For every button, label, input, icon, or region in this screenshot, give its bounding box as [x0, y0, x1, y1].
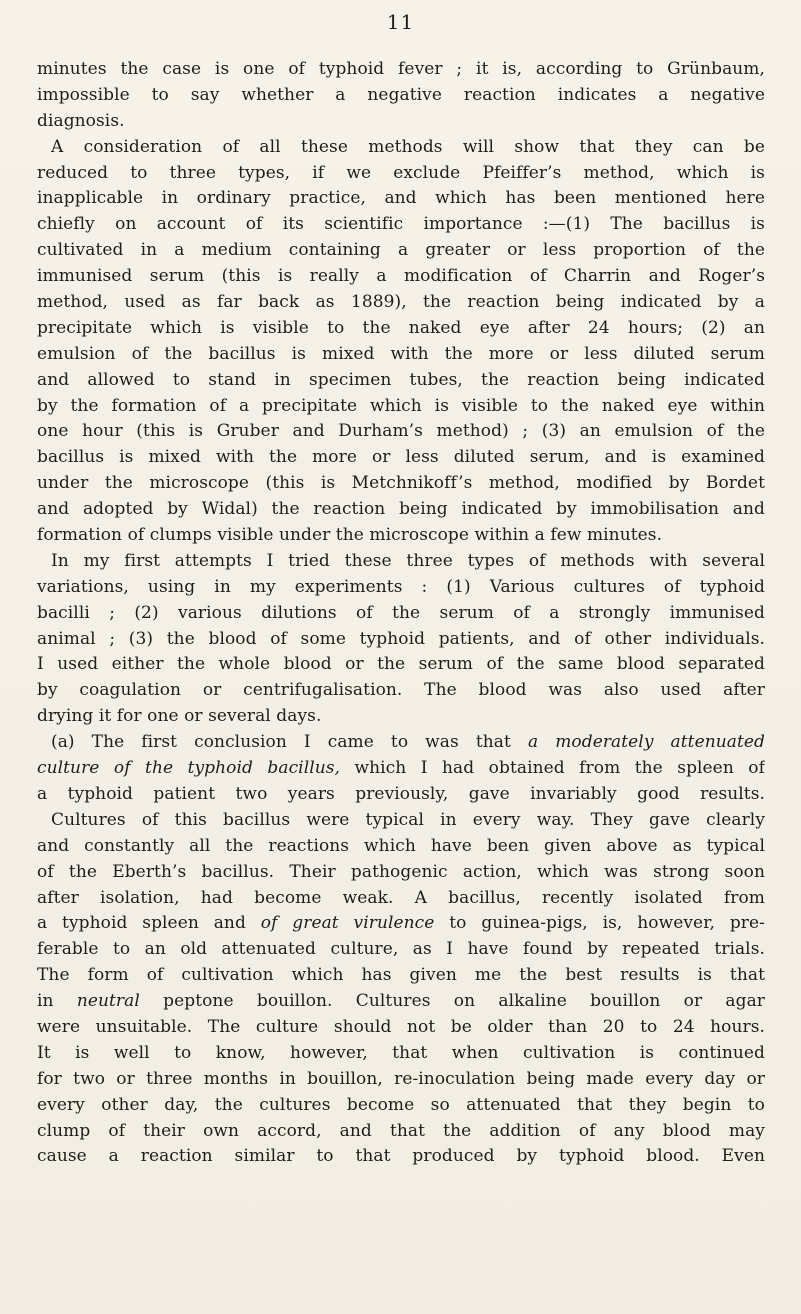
italic-text: of great virulence: [260, 913, 435, 934]
text-line: by coagulation or centrifugalisation. The blood was also used after: [37, 680, 765, 701]
text-line: every other day, the cultures become so attenuated that they begin to: [37, 1094, 765, 1115]
text-run: a typhoid spleen and: [37, 913, 261, 934]
text-line: impossible to say whether a negative reaction indicates a negative: [37, 84, 765, 105]
text-line: emulsion of the bacillus is mixed with the more or less diluted serum: [37, 343, 765, 364]
text-run: to guinea-pigs, is, however, pre-: [434, 913, 765, 934]
text-line: and constantly all the reactions which have been given above as typical: [37, 835, 765, 856]
text-line: drying it for one or several days.: [37, 706, 322, 727]
text-line: bacilli ; (2) various dilutions of the serum of a strongly immunised: [37, 602, 765, 623]
text-line: diagnosis.: [37, 110, 125, 131]
text-line: and adopted by Widal) the reaction being indicated by immobilisation and: [37, 499, 765, 520]
text-line: In my first attempts I tried these three types of methods with several: [51, 550, 765, 571]
text-line: for two or three months in bouillon, re-inoculation being made every day or: [37, 1068, 765, 1089]
text-line: formation of clumps visible under the microscope within a few minutes.: [37, 525, 663, 546]
text-run: which I had obtained from the spleen of: [340, 758, 765, 779]
text-line: inapplicable in ordinary practice, and which has been mentioned here: [37, 188, 765, 209]
text-line: bacillus is mixed with the more or less diluted serum, and is examined: [37, 447, 765, 468]
text-line: The form of cultivation which has given me the best results is that: [37, 965, 765, 986]
text-line: animal ; (3) the blood of some typhoid patients, and of other individuals.: [37, 628, 765, 649]
text-line: A consideration of all these methods will show that they can be: [51, 136, 765, 157]
text-line: of the Eberth’s bacillus. Their pathogenic action, which was strong soon: [37, 861, 765, 882]
text-line: immunised serum (this is really a modification of Charrin and Roger’s: [37, 266, 765, 287]
text-run: in: [37, 991, 77, 1012]
text-line: It is well to know, however, that when cultivation is continued: [37, 1042, 765, 1063]
italic-text: a moderately attenuated: [527, 732, 765, 753]
text-line: a typhoid patient two years previously, gave invariably good results.: [37, 783, 765, 804]
text-line: [37, 730, 765, 756]
italic-text: culture of the typhoid bacillus,: [37, 758, 341, 779]
text-line: Cultures of this bacillus were typical in every way. They gave clearly: [51, 809, 765, 830]
text-line: cause a reaction similar to that produced by typhoid blood. Even: [37, 1146, 765, 1167]
text-line: and allowed to stand in specimen tubes, the reaction being indicated: [37, 369, 765, 390]
text-line: cultivated in a medium containing a greater or less proportion of the: [37, 240, 765, 261]
text-line: clump of their own accord, and that the addition of any blood may: [37, 1120, 765, 1141]
italic-text: neutral: [76, 991, 140, 1012]
text-line: reduced to three types, if we exclude Pfeiffer’s method, which is: [37, 162, 765, 183]
text-line: by the formation of a precipitate which is visible to the naked eye within: [37, 395, 765, 416]
text-line: chiefly on account of its scientific importance :—(1) The bacillus is: [37, 214, 765, 235]
body-text: [37, 57, 765, 1170]
text-line: under the microscope (this is Metchnikoff’s method, modified by Bordet: [37, 473, 765, 494]
page-number: 11: [386, 10, 415, 34]
text-run: peptone bouillon. Cultures on alkaline bouillon or agar: [139, 991, 765, 1012]
text-line: method, used as far back as 1889), the reaction being indicated by a: [37, 292, 765, 313]
text-line: I used either the whole blood or the serum of the same blood separated: [37, 654, 765, 675]
text-line: one hour (this is Gruber and Durham’s method) ; (3) an emulsion of the: [37, 421, 765, 442]
text-run: (a) The first conclusion I came to was that: [51, 732, 528, 753]
text-line: ferable to an old attenuated culture, as I have found by repeated trials.: [37, 939, 765, 960]
text-line: [37, 756, 765, 782]
text-line: [37, 911, 765, 937]
text-line: variations, using in my experiments : (1) Various cultures of typhoid: [37, 576, 765, 597]
text-line: after isolation, had become weak. A bacillus, recently isolated from: [37, 887, 765, 908]
text-line: minutes the case is one of typhoid fever ; it is, according to Grünbaum,: [37, 59, 765, 79]
text-line: [37, 989, 765, 1015]
text-line: were unsuitable. The culture should not be older than 20 to 24 hours.: [37, 1016, 765, 1037]
text-line: precipitate which is visible to the naked eye after 24 hours; (2) an: [37, 317, 765, 338]
